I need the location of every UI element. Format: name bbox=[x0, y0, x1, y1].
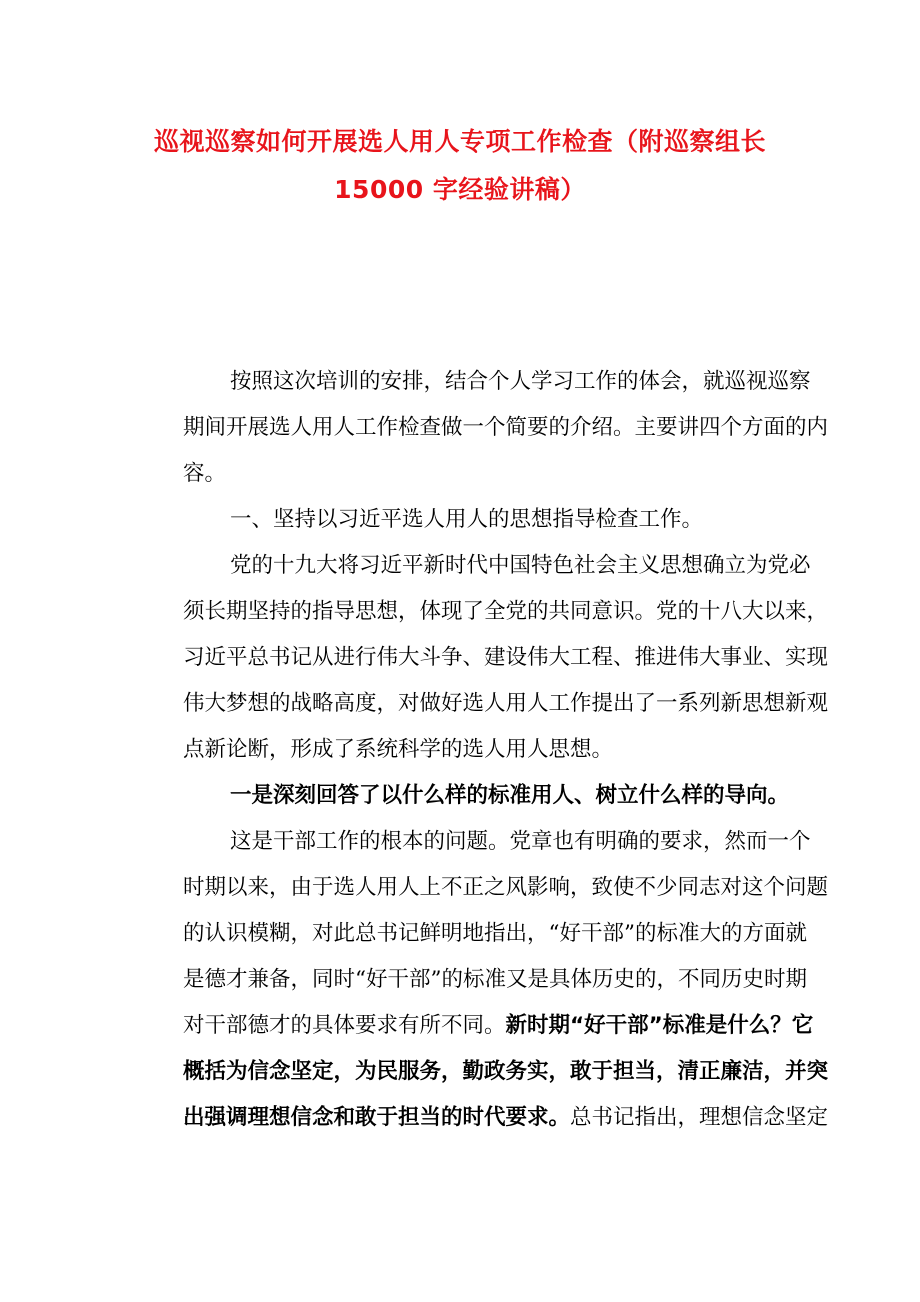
text-line: 一、坚持以习近平选人用人的思想指导检查工作。 bbox=[230, 507, 704, 532]
bold-text: 出强调理想信念和敢于担当的时代要求。 bbox=[183, 1105, 571, 1130]
document-body bbox=[140, 359, 829, 1141]
paragraph-intro bbox=[140, 359, 829, 497]
bold-text: 新时期“好干部”标准是什么？它 bbox=[505, 1013, 814, 1038]
title-line-1: 巡视巡察如何开展选人用人专项工作检查（附巡察组长 bbox=[153, 127, 766, 156]
text-line: 时期以来，由于选人用人上不正之风影响，致使不少同志对这个问题 bbox=[183, 875, 829, 900]
text-line: 一是深刻回答了以什么样的标准用人、树立什么样的导向。 bbox=[230, 783, 790, 808]
text-line: 按照这次培训的安排，结合个人学习工作的体会，就巡视巡察 bbox=[230, 369, 811, 394]
paragraph-ideology bbox=[140, 543, 829, 773]
text-line: 总书记指出，理想信念坚定 bbox=[570, 1105, 829, 1130]
text-line: 容。 bbox=[183, 461, 227, 486]
document-title bbox=[140, 118, 780, 214]
paragraph-good-cadre bbox=[140, 819, 829, 1141]
text-line: 是德才兼备，同时“好干部”的标准又是具体历史的，不同历史时期 bbox=[183, 967, 807, 992]
text-line: 的认识模糊，对此总书记鲜明地指出，“好干部”的标准大的方面就 bbox=[183, 921, 807, 946]
section-heading-1 bbox=[140, 497, 782, 543]
text-line: 期间开展选人用人工作检查做一个简要的介绍。主要讲四个方面的内 bbox=[183, 415, 829, 440]
text-line: 伟大梦想的战略高度，对做好选人用人工作提出了一系列新思想新观 bbox=[183, 691, 829, 716]
subheading-standard bbox=[140, 773, 790, 819]
title-line-2: 15000 字经验讲稿） bbox=[334, 175, 586, 204]
text-line: 点新论断，形成了系统科学的选人用人思想。 bbox=[183, 737, 614, 762]
text-line: 党的十九大将习近平新时代中国特色社会主义思想确立为党必 bbox=[230, 553, 811, 578]
bold-text-line: 概括为信念坚定，为民服务，勤政务实，敢于担当，清正廉洁，并突 bbox=[183, 1059, 829, 1084]
text-line: 习近平总书记从进行伟大斗争、建设伟大工程、推进伟大事业、实现 bbox=[183, 645, 829, 670]
text-line: 这是干部工作的根本的问题。党章也有明确的要求，然而一个 bbox=[230, 829, 811, 854]
text-line: 须长期坚持的指导思想，体现了全党的共同意识。党的十八大以来， bbox=[183, 599, 829, 624]
text-line: 对干部德才的具体要求有所不同。 bbox=[183, 1013, 506, 1038]
